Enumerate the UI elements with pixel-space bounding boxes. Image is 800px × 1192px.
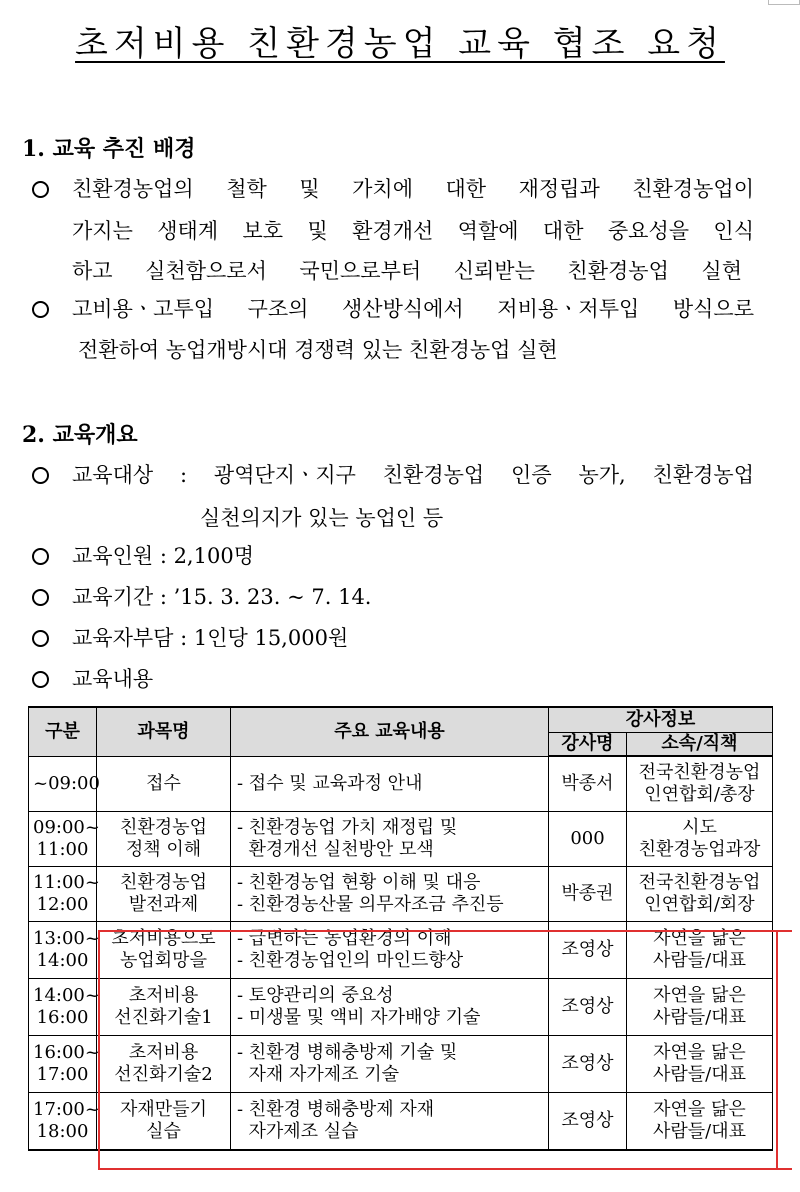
cell-content (231, 979, 549, 1036)
cell-course (97, 1036, 231, 1093)
cell-course (97, 867, 231, 922)
cell-instructor (549, 1036, 627, 1093)
edu-target-line2: 실천의지가 있는 농업인 등 (200, 506, 444, 530)
cell-instructor (549, 756, 627, 812)
cell-instructor (549, 979, 627, 1036)
table-row (29, 812, 773, 867)
cell-course (97, 922, 231, 979)
cell-time (29, 979, 100, 1036)
document-title (0, 14, 800, 67)
cell-line: 사람들/대표 (652, 1007, 746, 1028)
cell-line: 자재만들기 (120, 1099, 207, 1120)
cell-line: 자연을 닮은 (653, 1099, 746, 1120)
cell-content (231, 922, 549, 979)
cell-line: 조영상 (561, 939, 614, 960)
cell-affiliation (627, 867, 773, 922)
cell-course (97, 812, 231, 867)
header-instructor-name: 강사명 (549, 733, 627, 757)
cell-line: 000 (570, 828, 605, 849)
cell-line: 09:00~ (33, 817, 100, 838)
cell-line: 초저비용으로 (111, 928, 216, 949)
red-highlight-tick (776, 930, 792, 932)
cell-line: - 친환경농업 현황 이해 및 대응 (237, 872, 481, 893)
cell-line: 12:00 (36, 894, 89, 915)
cell-line: 친환경농업 (120, 872, 207, 893)
cell-line: 조영상 (561, 1053, 614, 1074)
cell-line: 13:00~ (33, 928, 100, 949)
cell-line: 자연을 닮은 (653, 928, 746, 949)
header-time: 구분 (29, 707, 97, 756)
header-instructor-info: 강사정보 (549, 707, 773, 733)
header-course: 과목명 (97, 707, 231, 756)
title-text: 초저비용 친환경농업 교육 협조 요청 (75, 24, 725, 64)
cell-line: - 급변하는 농업환경의 이해 (237, 928, 452, 949)
edu-period: 교육기간 : ’15. 3. 23. ~ 7. 14. (72, 585, 372, 609)
cell-affiliation (627, 1093, 773, 1151)
table-row (29, 979, 773, 1036)
cell-line: 14:00~ (33, 985, 100, 1006)
cell-line: 실습 (146, 1121, 181, 1142)
table-row (29, 867, 773, 922)
table-row (29, 922, 773, 979)
cell-line: - 접수 및 교육과정 안내 (237, 772, 423, 794)
cell-time (29, 756, 100, 812)
cell-line: 친환경농업 (120, 817, 207, 838)
cell-line: 16:00 (36, 1007, 89, 1028)
cell-affiliation (627, 1036, 773, 1093)
cell-line: 선진화기술2 (114, 1064, 213, 1085)
edu-content-label: 교육내용 (72, 667, 154, 691)
cell-line: 전국친환경농업 (638, 762, 761, 783)
cell-content (231, 812, 549, 867)
cell-line: 자재 자가제조 기술 (237, 1064, 399, 1085)
cell-instructor (549, 1093, 627, 1151)
cell-course (97, 1093, 231, 1151)
table-row (29, 756, 773, 812)
cell-line: 조영상 (561, 996, 614, 1017)
cell-course (97, 756, 231, 812)
cell-line: 16:00~ (33, 1042, 100, 1063)
cell-line: 자연을 닮은 (653, 1042, 746, 1063)
cell-line: 11:00~ (33, 872, 100, 893)
cell-line: 환경개선 실천방안 모색 (237, 839, 434, 860)
window-edge (768, 0, 800, 5)
edu-fee: 교육자부담 : 1인당 15,000원 (72, 626, 349, 650)
cell-line: 전국친환경농업 (638, 872, 761, 893)
cell-line: 박종권 (561, 883, 614, 904)
cell-line: - 친환경농업 가치 재정립 및 (237, 817, 458, 838)
cell-line: 17:00~ (33, 1099, 100, 1120)
cell-line: 사람들/대표 (652, 950, 746, 971)
bullet-circle-icon (32, 179, 49, 204)
table-row (29, 1036, 773, 1093)
cell-affiliation (627, 979, 773, 1036)
cell-time (29, 1036, 100, 1093)
cell-line: 발전과제 (128, 894, 199, 915)
cell-line: 시도 (682, 817, 717, 838)
cell-line: 초저비용 (128, 1042, 199, 1063)
cell-instructor (549, 867, 627, 922)
schedule-table (28, 706, 773, 1151)
bullet-circle-icon (32, 465, 49, 490)
cell-content (231, 1036, 549, 1093)
cell-line: 선진화기술1 (114, 1007, 213, 1028)
header-content: 주요 교육내용 (231, 707, 549, 756)
cell-affiliation (627, 922, 773, 979)
cell-line: - 친환경농업인의 마인드향상 (237, 950, 464, 971)
cell-instructor (549, 812, 627, 867)
cell-line: - 친환경 병해충방제 기술 및 (237, 1042, 458, 1063)
cell-line: - 친환경농산물 의무자조금 추진등 (237, 894, 504, 915)
bullet-circle-icon (32, 669, 49, 694)
bullet-circle-icon (32, 587, 49, 612)
cell-line: 박종서 (561, 773, 614, 794)
cell-line: - 토양관리의 중요성 (237, 985, 394, 1006)
section1-b1-line1: 친환경농업의 철학 및 가치에 대한 재정립과 친환경농업이 (72, 177, 754, 201)
cell-line: - 미생물 및 액비 자가배양 기술 (237, 1007, 481, 1028)
cell-time (29, 1093, 100, 1151)
cell-line: 자가제조 실습 (237, 1121, 359, 1142)
cell-line: ~09:00 (33, 772, 100, 794)
cell-line: 자연을 닮은 (653, 985, 746, 1006)
table-row (29, 1093, 773, 1151)
cell-instructor (549, 922, 627, 979)
cell-line: 사람들/대표 (652, 1121, 746, 1142)
section1-b2-line1: 고비용ㆍ고투입 구조의 생산방식에서 저비용ㆍ저투입 방식으로 (72, 297, 754, 321)
edu-target-line1: 교육대상 : 광역단지ㆍ지구 친환경농업 인증 농가, 친환경농업 (72, 463, 754, 487)
cell-line: 초저비용 (128, 985, 199, 1006)
cell-line: 인연합회/회장 (644, 894, 755, 915)
red-highlight-tick (776, 1168, 792, 1170)
section2-heading: 2. 교육개요 (22, 422, 138, 448)
cell-line: 18:00 (36, 1121, 89, 1142)
cell-line: 인연합회/총장 (644, 784, 755, 805)
cell-affiliation (627, 756, 773, 812)
cell-line: 친환경농업과장 (638, 839, 761, 860)
edu-headcount: 교육인원 : 2,100명 (72, 544, 254, 568)
section1-b1-line2: 가지는 생태계 보호 및 환경개선 역할에 대한 중요성을 인식 (72, 219, 754, 243)
bullet-circle-icon (32, 299, 49, 324)
bullet-circle-icon (32, 546, 49, 571)
cell-line: 접수 (146, 772, 181, 794)
section1-heading: 1. 교육 추진 배경 (22, 136, 196, 162)
cell-content (231, 1093, 549, 1151)
cell-time (29, 867, 100, 922)
cell-line: 11:00 (36, 839, 89, 860)
cell-time (29, 812, 100, 867)
cell-line: 정책 이해 (125, 839, 202, 860)
cell-content (231, 867, 549, 922)
cell-line: 14:00 (36, 950, 89, 971)
section1-b2-line2: 전환하여 농업개방시대 경쟁력 있는 친환경농업 실현 (78, 338, 558, 362)
cell-affiliation (627, 812, 773, 867)
cell-line: - 친환경 병해충방제 자재 (237, 1099, 435, 1120)
header-affiliation: 소속/직책 (627, 733, 773, 757)
cell-content (231, 756, 549, 812)
cell-line: 조영상 (561, 1110, 614, 1131)
bullet-circle-icon (32, 628, 49, 653)
cell-line: 17:00 (36, 1064, 89, 1085)
cell-line: 농업회망을 (120, 950, 207, 971)
cell-course (97, 979, 231, 1036)
cell-time (29, 922, 100, 979)
cell-line: 사람들/대표 (652, 1064, 746, 1085)
section1-b1-line3: 하고 실천함으로서 국민으로부터 신뢰받는 친환경농업 실현 (72, 259, 742, 283)
